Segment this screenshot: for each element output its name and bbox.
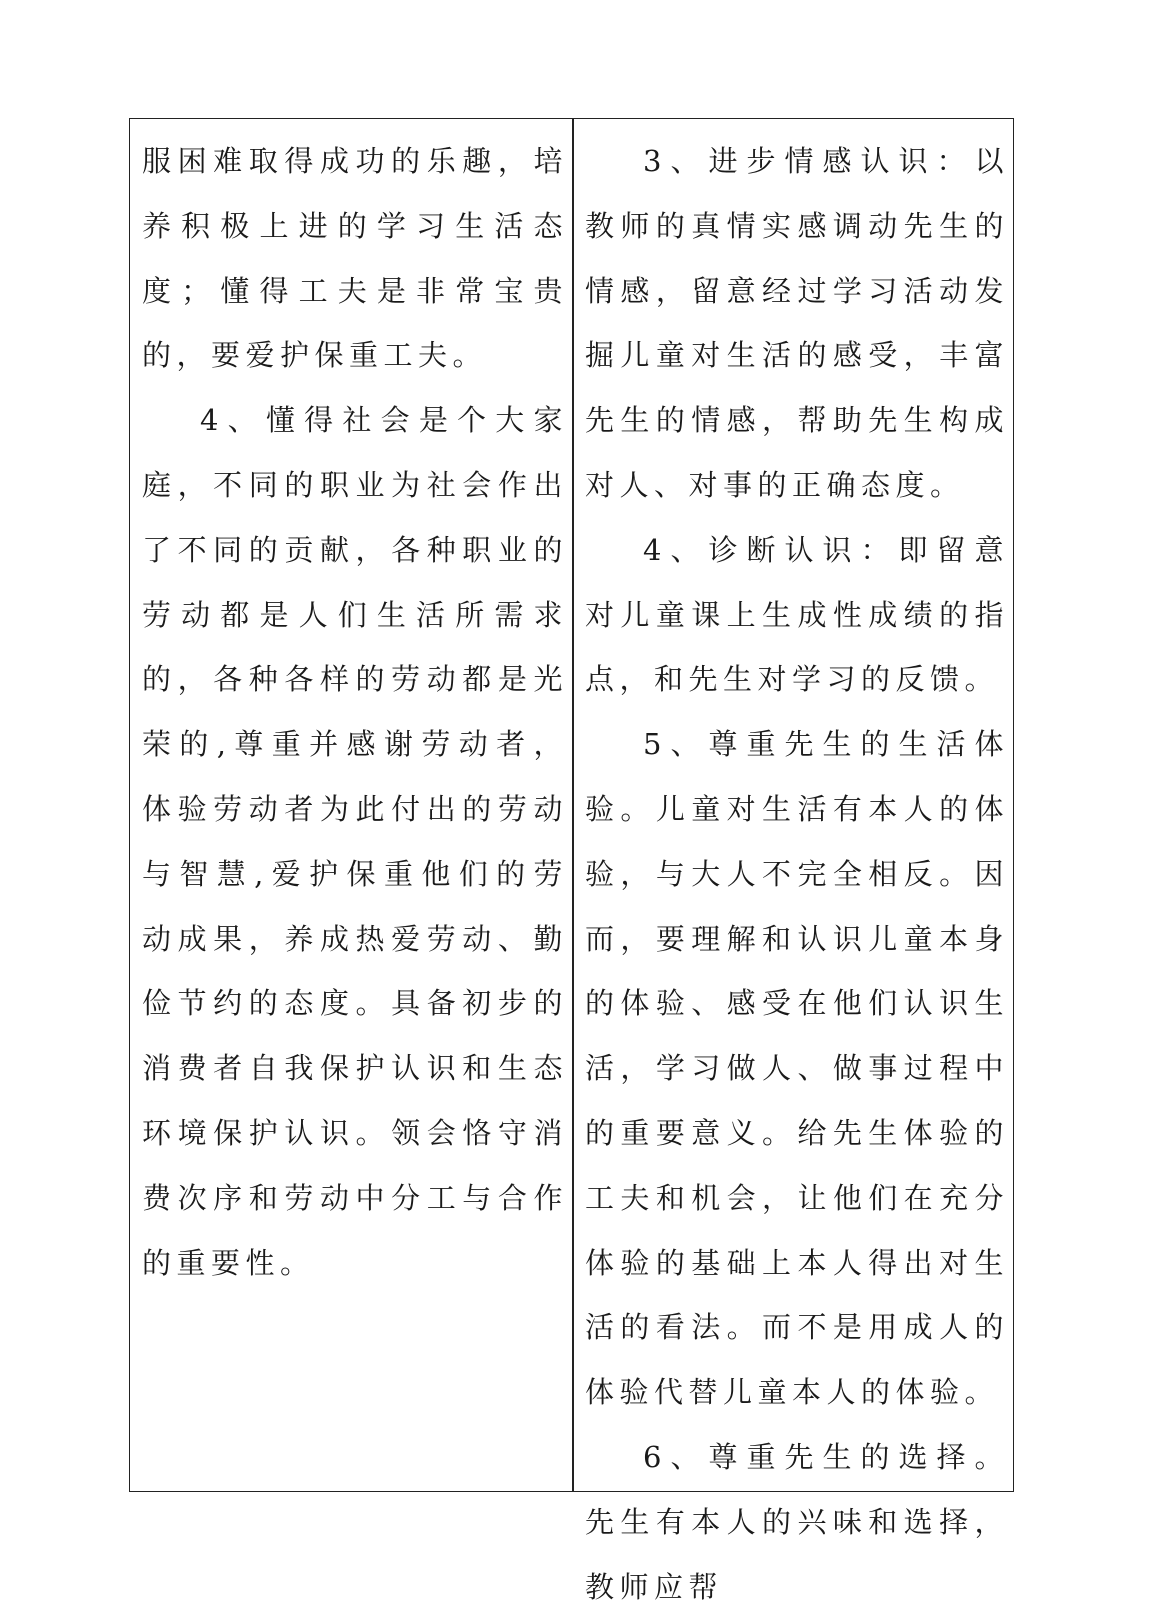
left-paragraph-1: 服困难取得成功的乐趣，培养积极上进的学习生活态度；懂得工夫是非常宝贵的，要爱护保重工夫。 bbox=[142, 144, 568, 373]
document-table bbox=[129, 118, 1014, 1604]
right-paragraph-4: 6、尊重先生的选择。先生有本人的兴味和选择，教师应帮 bbox=[585, 1439, 1009, 1604]
table-cell-right bbox=[585, 119, 1009, 1619]
right-paragraph-1: 3、进步情感认识：以教师的真情实感调动先生的情感，留意经过学习活动发掘儿童对生活的感受，丰富先生的情感，帮助先生构成对人、对事的正确态度。 bbox=[585, 144, 1009, 502]
right-paragraph-2: 4、诊断认识：即留意对儿童课上生成性成绩的指点，和先生对学习的反馈。 bbox=[585, 532, 1009, 697]
left-paragraph-2: 4、懂得社会是个大家庭，不同的职业为社会作出了不同的贡献，各种职业的劳动都是人们生活所需求的，各种各样的劳动都是光荣的,尊重并感谢劳动者，体验劳动者为此付出的劳动与智慧,爱护保重他们的劳动成果，养成热爱劳动、勤俭节约的态度。具备初步的消费者自我保护认识和生态环境保护认识。领会恪守消费次序和劳动中分工与合作的重要性。 bbox=[142, 403, 568, 1280]
column-divider bbox=[572, 119, 574, 1491]
table-cell-left bbox=[142, 119, 568, 1295]
right-paragraph-3: 5、尊重先生的生活体验。儿童对生活有本人的体验，与大人不完全相反。因而，要理解和认识儿童本身的体验、感受在他们认识生活，学习做人、做事过程中的重要意义。给先生体验的工夫和机会，让他们在充分体验的基础上本人得出对生活的看法。而不是用成人的体验代替儿童本人的体验。 bbox=[585, 727, 1009, 1410]
